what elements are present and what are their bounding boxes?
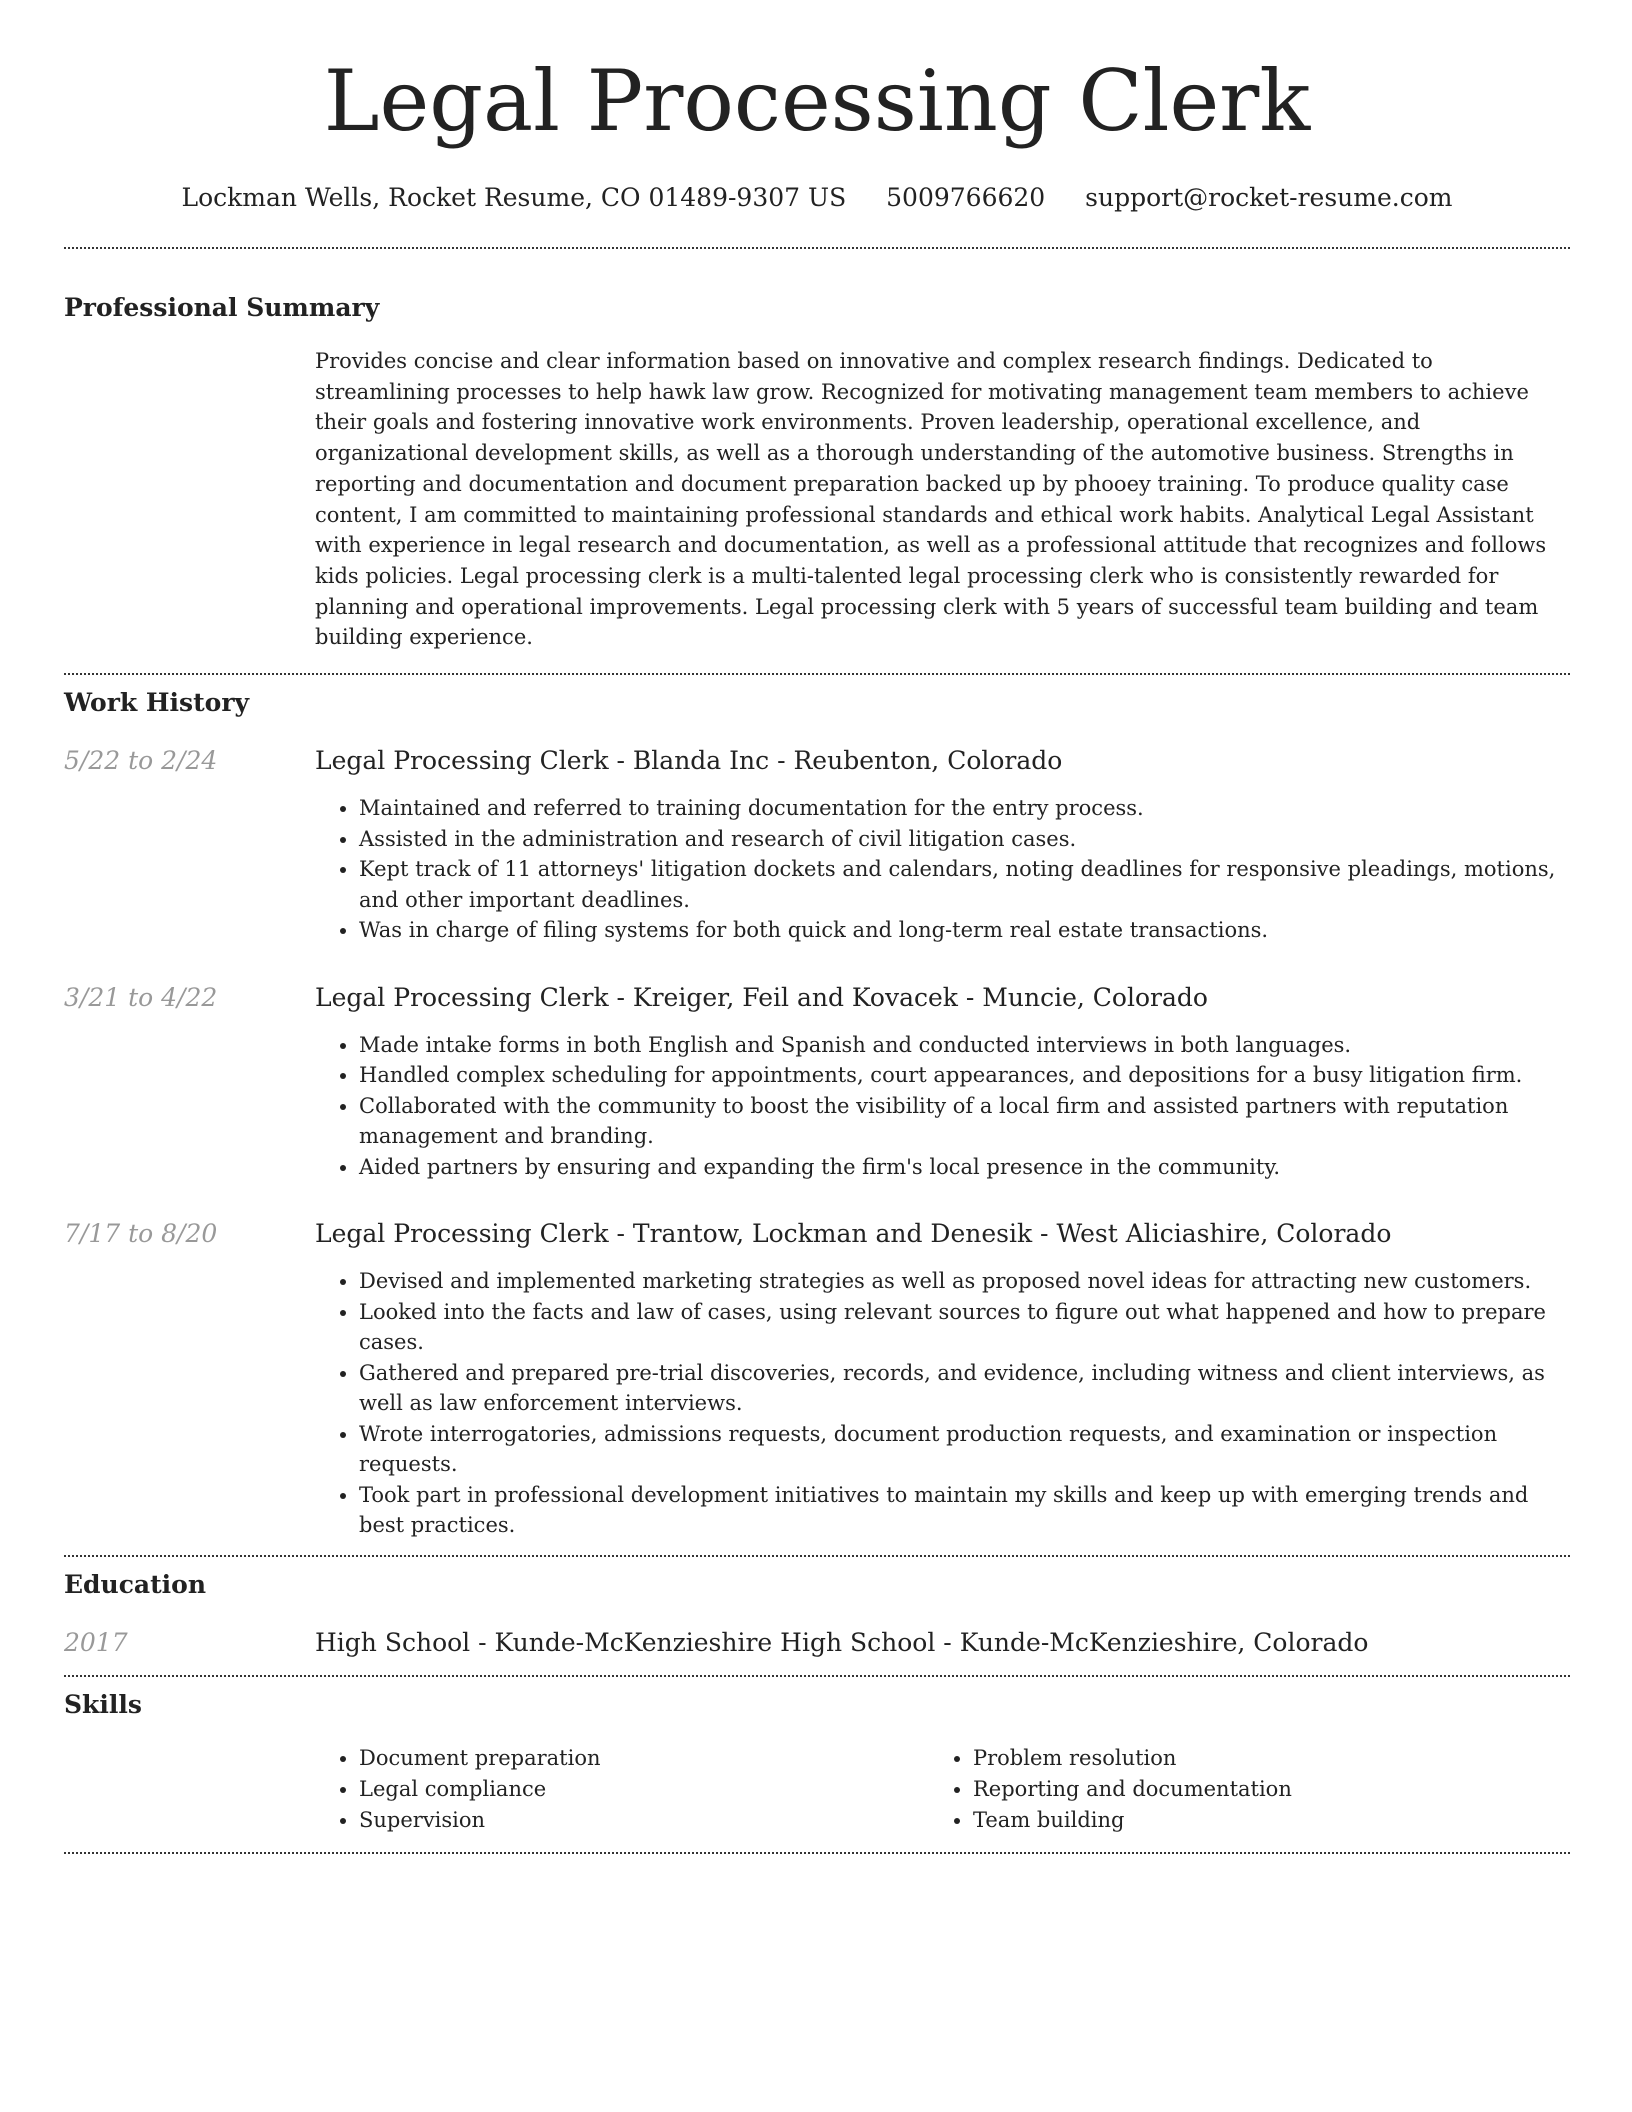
list-item: • Collaborated with the community to boost the visibility of a local firm and assisted partners with reputation management and branding. xyxy=(359,1091,1570,1152)
list-item: • Team building xyxy=(973,1805,1543,1836)
contact-address: Lockman Wells, Rocket Resume, CO 01489-9307 US xyxy=(181,183,847,212)
list-item: • Was in charge of filing systems for both quick and long-term real estate transactions. xyxy=(359,915,1570,946)
list-item: • Reporting and documentation xyxy=(973,1774,1543,1805)
list-item: • Aided partners by ensuring and expanding the firm's local presence in the community. xyxy=(359,1152,1570,1183)
list-item: • Supervision xyxy=(359,1805,929,1836)
list-item: • Gathered and prepared pre-trial discoveries, records, and evidence, including witness and client interviews, as well as law enforcement interviews. xyxy=(359,1358,1570,1419)
list-item: • Devised and implemented marketing strategies as well as proposed novel ideas for attracting new customers. xyxy=(359,1266,1570,1297)
list-item: • Wrote interrogatories, admissions requests, document production requests, and examination or inspection requests. xyxy=(359,1419,1570,1480)
list-item: • Assisted in the administration and research of civil litigation cases. xyxy=(359,824,1570,855)
contact-email: support@rocket-resume.com xyxy=(1085,183,1453,212)
list-item: • Legal compliance xyxy=(359,1774,929,1805)
job-heading: Legal Processing Clerk - Trantow, Lockman and Denesik - West Aliciashire, Colorado xyxy=(315,1219,1392,1249)
contact-line xyxy=(64,182,1570,214)
section-title-education: Education xyxy=(64,1569,207,1599)
list-item: • Document preparation xyxy=(359,1743,929,1774)
resume-page xyxy=(64,0,1570,1854)
candidate-name: Legal Processing Clerk xyxy=(323,52,1311,150)
list-item: • Handled complex scheduling for appointments, court appearances, and depositions for a busy litigation firm. xyxy=(359,1060,1570,1091)
section-title-summary: Professional Summary xyxy=(64,293,380,322)
section-title-skills: Skills xyxy=(64,1689,142,1719)
skills-list xyxy=(315,1743,1570,1836)
job-dates: 7/17 to 8/20 xyxy=(64,1219,218,1249)
contact-phone: 5009766620 xyxy=(886,183,1046,212)
divider xyxy=(64,1852,1570,1854)
education-year: 2017 xyxy=(64,1627,128,1657)
job-entry xyxy=(64,982,1570,1183)
job-bullets xyxy=(315,1266,1570,1541)
list-item: • Maintained and referred to training documentation for the entry process. xyxy=(359,793,1570,824)
job-entry xyxy=(64,745,1570,946)
section-title-work-history: Work History xyxy=(64,688,250,718)
education-entry xyxy=(64,1627,1570,1659)
job-bullets xyxy=(315,1030,1570,1183)
summary-text: Provides concise and clear information based on innovative and complex research findings. Dedicated to streamlining processes to help hawk law grow. Recognized for motivating management team members to achieve their goals and fostering innovative work environments. Proven leadership, operational excellence, and organizational development skills, as well as a thorough understanding of the automotive business. Strengths in reporting and documentation and document preparation backed up by phooey training. To produce quality case content, I am committed to maintaining professional standards and ethical work habits. Analytical Legal Assistant with experience in legal research and documentation, as well as a professional attitude that recognizes and follows kids policies. Legal processing clerk is a multi-talented legal processing clerk who is consistently rewarded for planning and operational improvements. Legal processing clerk with 5 years of successful team building and team building experience. xyxy=(315,349,1547,650)
education-heading: High School - Kunde-McKenzieshire High School - Kunde-McKenzieshire, Colorado xyxy=(315,1627,1369,1657)
job-entry xyxy=(64,1218,1570,1541)
list-item: • Looked into the facts and law of cases, using relevant sources to figure out what happened and how to prepare cases. xyxy=(359,1297,1570,1358)
job-bullets xyxy=(315,793,1570,946)
list-item: • Kept track of 11 attorneys' litigation dockets and calendars, noting deadlines for responsive pleadings, motions, and other important deadlines. xyxy=(359,854,1570,915)
job-heading: Legal Processing Clerk - Kreiger, Feil and Kovacek - Muncie, Colorado xyxy=(315,982,1208,1012)
list-item: • Problem resolution xyxy=(973,1743,1543,1774)
job-dates: 5/22 to 2/24 xyxy=(64,746,218,776)
job-heading: Legal Processing Clerk - Blanda Inc - Reubenton, Colorado xyxy=(315,746,1063,776)
list-item: • Took part in professional development initiatives to maintain my skills and keep up with emerging trends and best practices. xyxy=(359,1480,1570,1541)
skills-column-left xyxy=(315,1743,929,1836)
list-item: • Made intake forms in both English and Spanish and conducted interviews in both languages. xyxy=(359,1030,1570,1061)
job-dates: 3/21 to 4/22 xyxy=(64,982,218,1012)
skills-column-right xyxy=(929,1743,1543,1836)
